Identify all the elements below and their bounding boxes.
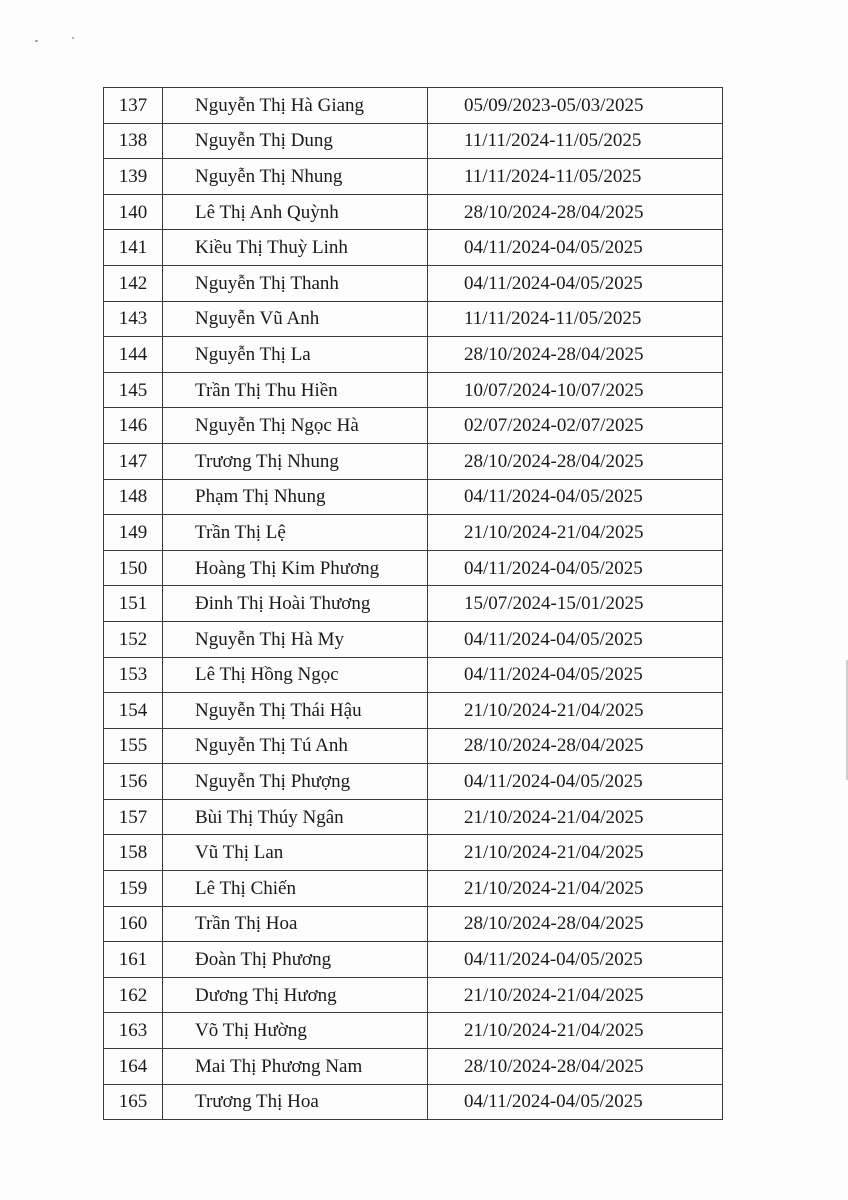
date-period-cell: 04/11/2024-04/05/2025 [428,265,723,301]
row-number-cell: 144 [104,337,163,373]
date-period-cell: 05/09/2023-05/03/2025 [428,88,723,124]
date-period-cell: 28/10/2024-28/04/2025 [428,1049,723,1085]
row-number-cell: 151 [104,586,163,622]
table-row [104,586,723,622]
row-number-cell: 137 [104,88,163,124]
date-period-cell: 04/11/2024-04/05/2025 [428,479,723,515]
date-period-cell: 21/10/2024-21/04/2025 [428,1013,723,1049]
row-number-cell: 143 [104,301,163,337]
table-row [104,906,723,942]
row-number-cell: 155 [104,728,163,764]
table-row [104,835,723,871]
full-name-cell: Trương Thị Nhung [163,443,428,479]
table-row [104,123,723,159]
full-name-cell: Mai Thị Phương Nam [163,1049,428,1085]
date-period-cell: 21/10/2024-21/04/2025 [428,835,723,871]
table-row [104,621,723,657]
date-period-cell: 28/10/2024-28/04/2025 [428,728,723,764]
table-row [104,871,723,907]
table-row [104,301,723,337]
row-number-cell: 152 [104,621,163,657]
table-row [104,693,723,729]
row-number-cell: 161 [104,942,163,978]
table-row [104,88,723,124]
full-name-cell: Nguyễn Thị Thanh [163,265,428,301]
table-row [104,1049,723,1085]
date-period-cell: 04/11/2024-04/05/2025 [428,657,723,693]
date-period-cell: 04/11/2024-04/05/2025 [428,764,723,800]
full-name-cell: Trần Thị Lệ [163,515,428,551]
full-name-cell: Nguyễn Thị Hà My [163,621,428,657]
date-period-cell: 11/11/2024-11/05/2025 [428,301,723,337]
date-period-cell: 02/07/2024-02/07/2025 [428,408,723,444]
full-name-cell: Võ Thị Hường [163,1013,428,1049]
date-period-cell: 11/11/2024-11/05/2025 [428,159,723,195]
table-row [104,550,723,586]
row-number-cell: 139 [104,159,163,195]
date-period-cell: 04/11/2024-04/05/2025 [428,550,723,586]
row-number-cell: 145 [104,372,163,408]
full-name-cell: Nguyễn Thị La [163,337,428,373]
full-name-cell: Phạm Thị Nhung [163,479,428,515]
row-number-cell: 164 [104,1049,163,1085]
table-row [104,799,723,835]
full-name-cell: Dương Thị Hương [163,977,428,1013]
row-number-cell: 163 [104,1013,163,1049]
row-number-cell: 154 [104,693,163,729]
row-number-cell: 165 [104,1084,163,1120]
full-name-cell: Nguyễn Thị Tú Anh [163,728,428,764]
table-row [104,479,723,515]
table-row [104,1013,723,1049]
table-row [104,1084,723,1120]
roster-table [103,87,723,1120]
row-number-cell: 160 [104,906,163,942]
table-row [104,443,723,479]
full-name-cell: Lê Thị Hồng Ngọc [163,657,428,693]
date-period-cell: 04/11/2024-04/05/2025 [428,230,723,266]
scan-speck [35,40,38,42]
row-number-cell: 158 [104,835,163,871]
date-period-cell: 28/10/2024-28/04/2025 [428,906,723,942]
table-row [104,408,723,444]
table-row [104,159,723,195]
date-period-cell: 21/10/2024-21/04/2025 [428,799,723,835]
table-row [104,372,723,408]
date-period-cell: 11/11/2024-11/05/2025 [428,123,723,159]
date-period-cell: 15/07/2024-15/01/2025 [428,586,723,622]
row-number-cell: 138 [104,123,163,159]
row-number-cell: 162 [104,977,163,1013]
full-name-cell: Nguyễn Thị Hà Giang [163,88,428,124]
row-number-cell: 141 [104,230,163,266]
row-number-cell: 149 [104,515,163,551]
full-name-cell: Nguyễn Thị Ngọc Hà [163,408,428,444]
table-row [104,942,723,978]
full-name-cell: Nguyễn Thị Nhung [163,159,428,195]
table-row [104,728,723,764]
date-period-cell: 21/10/2024-21/04/2025 [428,871,723,907]
full-name-cell: Vũ Thị Lan [163,835,428,871]
row-number-cell: 159 [104,871,163,907]
full-name-cell: Lê Thị Anh Quỳnh [163,194,428,230]
row-number-cell: 146 [104,408,163,444]
table-row [104,265,723,301]
full-name-cell: Nguyễn Thị Dung [163,123,428,159]
row-number-cell: 156 [104,764,163,800]
row-number-cell: 142 [104,265,163,301]
full-name-cell: Nguyễn Vũ Anh [163,301,428,337]
full-name-cell: Lê Thị Chiến [163,871,428,907]
date-period-cell: 21/10/2024-21/04/2025 [428,515,723,551]
date-period-cell: 21/10/2024-21/04/2025 [428,693,723,729]
row-number-cell: 150 [104,550,163,586]
table-row [104,194,723,230]
row-number-cell: 147 [104,443,163,479]
full-name-cell: Hoàng Thị Kim Phương [163,550,428,586]
date-period-cell: 04/11/2024-04/05/2025 [428,621,723,657]
table-row [104,515,723,551]
full-name-cell: Trần Thị Thu Hiền [163,372,428,408]
row-number-cell: 140 [104,194,163,230]
row-number-cell: 157 [104,799,163,835]
date-period-cell: 28/10/2024-28/04/2025 [428,337,723,373]
date-period-cell: 10/07/2024-10/07/2025 [428,372,723,408]
date-period-cell: 21/10/2024-21/04/2025 [428,977,723,1013]
full-name-cell: Nguyễn Thị Thái Hậu [163,693,428,729]
date-period-cell: 04/11/2024-04/05/2025 [428,942,723,978]
roster-table-body [104,88,723,1120]
full-name-cell: Trần Thị Hoa [163,906,428,942]
table-row [104,337,723,373]
full-name-cell: Nguyễn Thị Phượng [163,764,428,800]
row-number-cell: 153 [104,657,163,693]
date-period-cell: 04/11/2024-04/05/2025 [428,1084,723,1120]
full-name-cell: Trương Thị Hoa [163,1084,428,1120]
table-row [104,230,723,266]
full-name-cell: Đinh Thị Hoài Thương [163,586,428,622]
date-period-cell: 28/10/2024-28/04/2025 [428,194,723,230]
full-name-cell: Kiều Thị Thuỳ Linh [163,230,428,266]
full-name-cell: Bùi Thị Thúy Ngân [163,799,428,835]
scan-speck [72,37,74,39]
full-name-cell: Đoàn Thị Phương [163,942,428,978]
row-number-cell: 148 [104,479,163,515]
table-row [104,657,723,693]
table-row [104,977,723,1013]
table-row [104,764,723,800]
date-period-cell: 28/10/2024-28/04/2025 [428,443,723,479]
